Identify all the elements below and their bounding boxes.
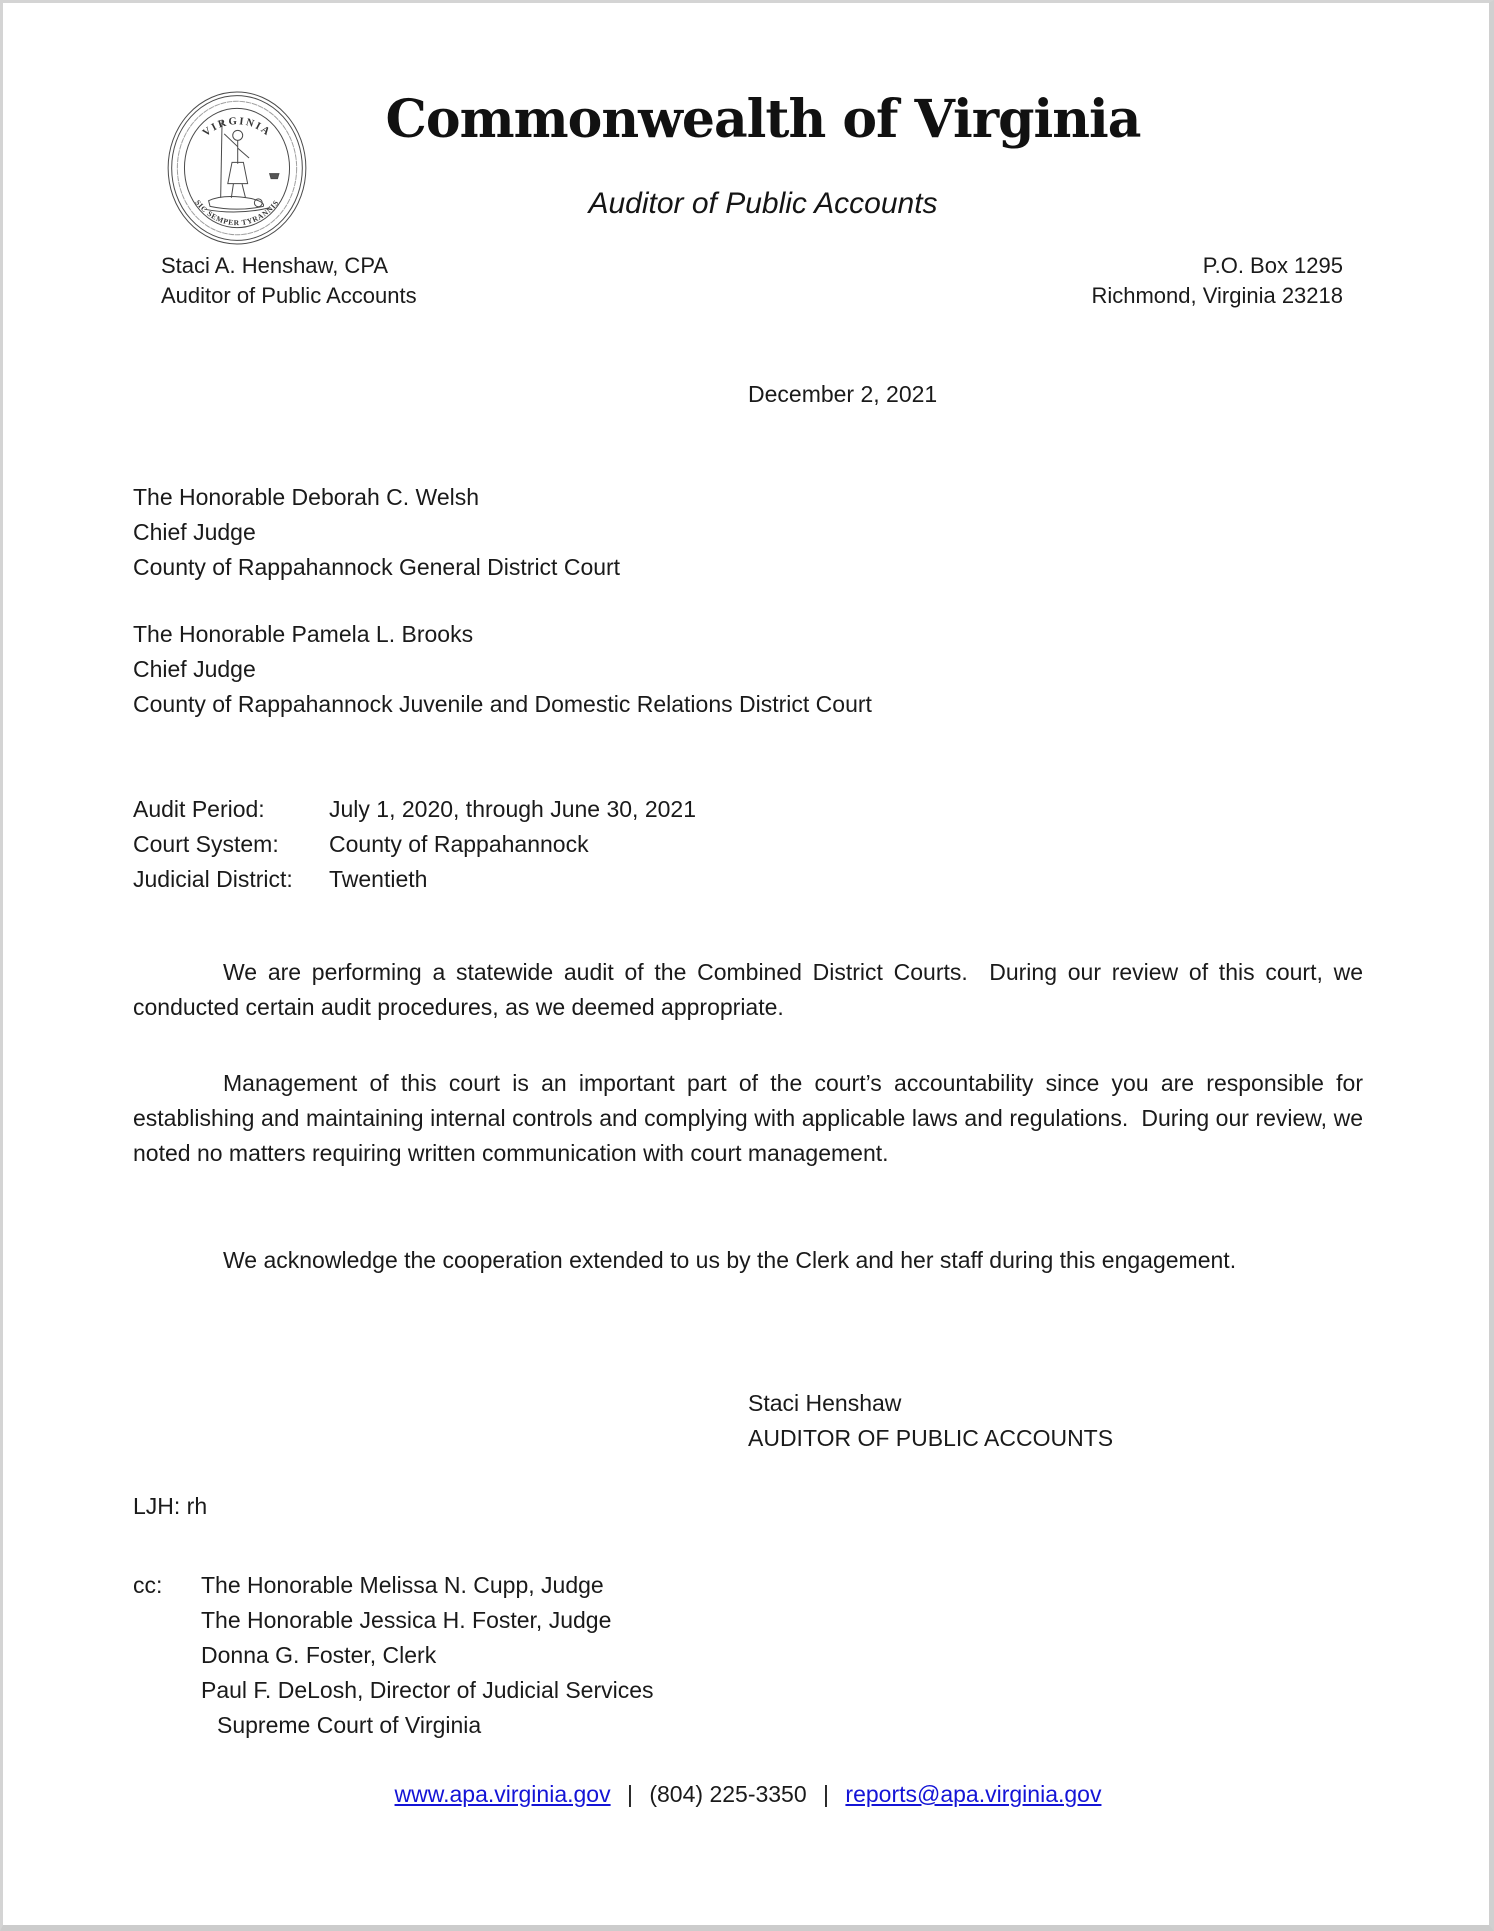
seal-top-text: VIRGINIA	[200, 116, 274, 139]
phone-number: (804) 225-3350	[649, 1781, 807, 1807]
audit-period-value: July 1, 2020, through June 30, 2021	[329, 796, 697, 822]
cc-name: The Honorable Melissa N. Cupp, Judge	[201, 1572, 604, 1598]
cc-name: Supreme Court of Virginia	[217, 1712, 482, 1738]
page-subtitle: Auditor of Public Accounts	[588, 187, 938, 220]
recipient-block-1	[133, 480, 620, 585]
cc-name: Paul F. DeLosh, Director of Judicial Services	[201, 1677, 654, 1703]
recipient-court: County of Rappahannock Juvenile and Domestic Relations District Court	[133, 691, 872, 717]
recipient-name: The Honorable Deborah C. Welsh	[133, 484, 480, 510]
virginia-state-seal	[166, 89, 308, 247]
recipient-court: County of Rappahannock General District Court	[133, 554, 621, 580]
email-link[interactable]: reports@apa.virginia.gov	[845, 1781, 1102, 1807]
auditor-name: Staci A. Henshaw, CPA	[161, 253, 389, 278]
auditor-title: Auditor of Public Accounts	[161, 283, 417, 308]
auditor-identity	[161, 251, 417, 311]
recipient-name: The Honorable Pamela L. Brooks	[133, 621, 474, 647]
signer-name: Staci Henshaw	[748, 1390, 902, 1416]
address-city: Richmond, Virginia 23218	[1091, 283, 1343, 308]
body-paragraph-2: Management of this court is an important part of the court’s accountability since you are responsible for establishing and maintaining internal controls and complying with applicable laws and regulations. During our review, we noted no matters requiring written communication with court management.	[133, 1070, 1370, 1166]
reference-initials: LJH: rh	[133, 1493, 208, 1519]
letter-date: December 2, 2021	[748, 381, 938, 407]
body-paragraph-1: We are performing a statewide audit of the Combined District Courts. During our review of this court, we conducted certain audit procedures, as we deemed appropriate.	[133, 959, 1370, 1020]
website-link[interactable]: www.apa.virginia.gov	[394, 1781, 611, 1807]
footer-separator: |	[626, 1781, 633, 1807]
cc-name: Donna G. Foster, Clerk	[201, 1642, 437, 1668]
recipient-block-2	[133, 617, 872, 722]
seal-bottom-text: SIC SEMPER TYRANNIS	[193, 198, 281, 228]
recipient-title: Chief Judge	[133, 656, 256, 682]
cc-block	[133, 1568, 654, 1743]
virginia-state-seal-graphic	[166, 89, 308, 247]
audit-info-row	[133, 862, 696, 897]
signer-title: AUDITOR OF PUBLIC ACCOUNTS	[748, 1425, 1114, 1451]
svg-text:SIC SEMPER TYRANNIS	[193, 198, 280, 227]
footer	[133, 1781, 1363, 1808]
address-po-box: P.O. Box 1295	[1202, 253, 1343, 278]
audit-period-label: Audit Period:	[133, 796, 265, 822]
office-address	[1003, 251, 1343, 311]
svg-text:VIRGINIA	[201, 116, 273, 139]
audit-info-row	[133, 827, 696, 862]
body-paragraph-3: We acknowledge the cooperation extended to us by the Clerk and her staff during this engagement.	[223, 1247, 1237, 1273]
audit-info-row	[133, 792, 696, 827]
masthead	[343, 89, 1183, 221]
audit-info	[133, 792, 696, 897]
cc-name: The Honorable Jessica H. Foster, Judge	[201, 1607, 612, 1633]
cc-label: cc:	[133, 1572, 163, 1598]
judicial-district-label: Judicial District:	[133, 866, 293, 892]
cc-names	[201, 1568, 654, 1743]
signature-block	[748, 1386, 1113, 1456]
page-title: Commonwealth of Virginia	[385, 89, 1141, 150]
footer-separator: |	[823, 1781, 830, 1807]
court-system-value: County of Rappahannock	[329, 831, 589, 857]
recipient-title: Chief Judge	[133, 519, 256, 545]
court-system-label: Court System:	[133, 831, 279, 857]
judicial-district-value: Twentieth	[329, 866, 428, 892]
